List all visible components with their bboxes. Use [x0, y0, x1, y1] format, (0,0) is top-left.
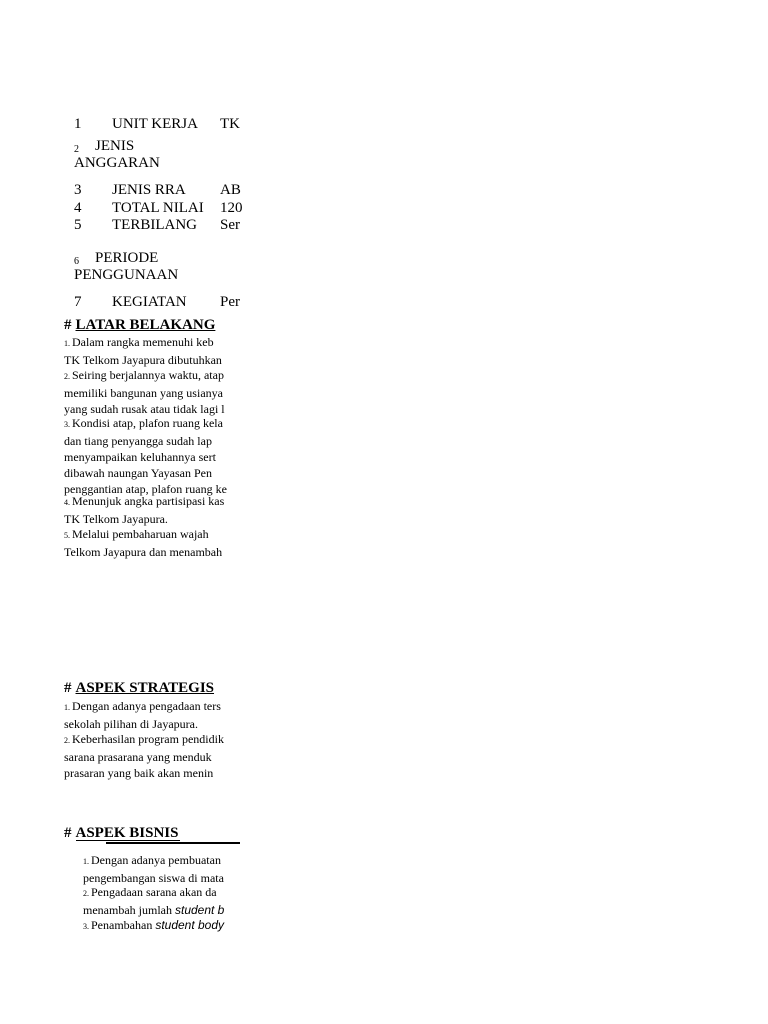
section-heading-aspek-strategis	[64, 680, 214, 697]
latar-paragraph-5	[64, 526, 240, 560]
paragraph-line: penggantian atap, plafon ruang ke	[64, 482, 227, 496]
paragraph-line: prasaran yang baik akan menin	[64, 766, 214, 780]
strategis-paragraph-1	[64, 698, 240, 732]
paragraph-number: 4.	[64, 498, 70, 507]
row-number: 2	[74, 144, 79, 155]
paragraph-number: 2.	[83, 889, 89, 898]
paragraph-line: Kondisi atap, plafon ruang kela	[72, 416, 223, 430]
row-number: 1	[74, 116, 82, 132]
paragraph-line: Pengadaan sarana akan da	[91, 885, 217, 899]
paragraph-line: Melalui pembaharuan wajah	[72, 527, 209, 541]
paragraph-line: Penambahan	[91, 918, 156, 932]
bisnis-paragraph-1	[83, 852, 240, 886]
paragraph-number: 2.	[64, 736, 70, 745]
document-content	[0, 0, 243, 1024]
row-label: JENIS	[95, 138, 135, 154]
row-label: TOTAL NILAI	[112, 200, 204, 216]
row-number: 7	[74, 294, 82, 310]
latar-paragraph-3	[64, 415, 240, 497]
paragraph-number: 3.	[83, 922, 89, 931]
paragraph-line: dan tiang penyangga sudah lap	[64, 434, 212, 448]
row-label: JENIS RRA	[112, 182, 186, 198]
latar-paragraph-4	[64, 493, 240, 527]
latar-paragraph-2	[64, 367, 240, 417]
heading-title: LATAR BELAKANG	[75, 317, 216, 333]
paragraph-line: pengembangan siswa di mata	[83, 871, 224, 885]
paragraph-line: sekolah pilihan di Jayapura.	[64, 717, 198, 731]
bisnis-paragraph-3	[83, 917, 240, 935]
row-label-cont: ANGGARAN	[74, 155, 160, 171]
heading-underline	[106, 842, 240, 844]
paragraph-line: Menunjuk angka partisipasi kas	[72, 494, 225, 508]
heading-title: ASPEK STRATEGIS	[75, 680, 215, 696]
paragraph-number: 1.	[83, 857, 89, 866]
paragraph-line: TK Telkom Jayapura.	[64, 512, 168, 526]
row-number: 6	[74, 256, 79, 267]
paragraph-number: 1.	[64, 703, 70, 712]
paragraph-line: memiliki bangunan yang usianya	[64, 386, 223, 400]
heading-hash: #	[64, 317, 72, 333]
paragraph-line: Dengan adanya pengadaan ters	[72, 699, 221, 713]
strategis-paragraph-2	[64, 731, 240, 781]
paragraph-line: dibawah naungan Yayasan Pen	[64, 466, 212, 480]
row-value: TK	[220, 116, 240, 132]
row-number: 4	[74, 200, 82, 216]
paragraph-line: Keberhasilan program pendidik	[72, 732, 224, 746]
row-label-cont: PENGGUNAAN	[74, 267, 179, 283]
heading-hash: #	[64, 680, 72, 696]
latar-paragraph-1	[64, 334, 240, 368]
heading-underline-thin	[76, 840, 180, 841]
row-value: AB	[220, 182, 241, 198]
paragraph-number: 3.	[64, 420, 70, 429]
paragraph-line: sarana prasarana yang menduk	[64, 750, 212, 764]
paragraph-line: yang sudah rusak atau tidak lagi l	[64, 402, 225, 416]
paragraph-line: Seiring berjalannya waktu, atap	[72, 368, 224, 382]
row-number: 5	[74, 217, 82, 233]
paragraph-line: Telkom Jayapura dan menambah	[64, 545, 223, 559]
paragraph-line: TK Telkom Jayapura dibutuhkan	[64, 353, 222, 367]
row-label: UNIT KERJA	[112, 116, 198, 132]
paragraph-line: Dalam rangka memenuhi keb	[72, 335, 214, 349]
row-label: TERBILANG	[112, 217, 197, 233]
heading-hash: #	[64, 825, 72, 841]
row-label: KEGIATAN	[112, 294, 187, 310]
row-value: Ser	[220, 217, 240, 233]
row-value: 120	[220, 200, 243, 216]
bisnis-paragraph-2	[83, 884, 240, 918]
paragraph-number: 1.	[64, 339, 70, 348]
paragraph-number: 2.	[64, 372, 70, 381]
paragraph-line: menambah jumlah	[83, 903, 175, 917]
paragraph-line: Dengan adanya pembuatan	[91, 853, 221, 867]
section-heading-latar-belakang	[64, 317, 215, 334]
heading-title: ASPEK BISNIS	[75, 825, 179, 841]
paragraph-number: 5.	[64, 531, 70, 540]
row-label: PERIODE	[95, 250, 159, 266]
row-value: Per	[220, 294, 240, 310]
row-number: 3	[74, 182, 82, 198]
paragraph-italic-term: student b	[174, 903, 225, 917]
paragraph-line: menyampaikan keluhannya sert	[64, 450, 216, 464]
paragraph-italic-term: student body	[155, 918, 225, 932]
